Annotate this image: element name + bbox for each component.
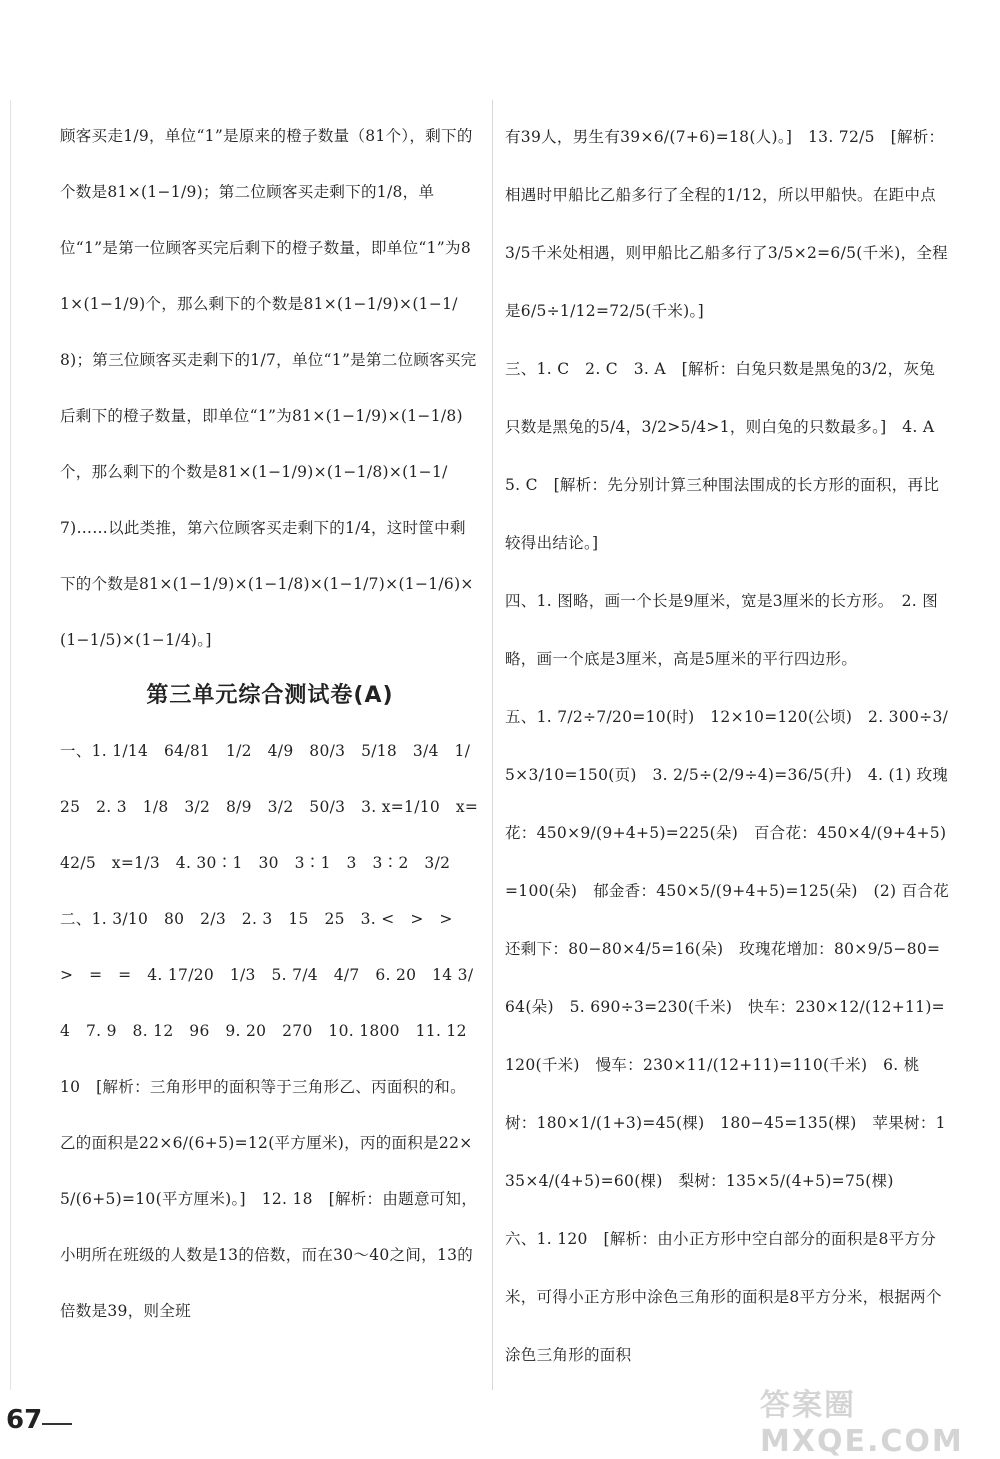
right-paragraph-5: 六、1. 120 [解析：由小正方形中空白部分的面积是8平方分米，可得小正方形中涂色三角形的面积是8平方分米，根据两个涂色三角形的面积 <box>505 1230 942 1364</box>
right-paragraph-1: 有39人，男生有39×6/(7+6)=18(人)。] 13. 72/5 [解析：相遇时甲船比乙船多行了全程的1/12，所以甲船快。在距中点3/5千米处相遇，则甲船比乙船多行了3/5×2=6/5(千米)，全程是6/5÷1/12=72/5(千米)。] <box>505 128 948 320</box>
right-paragraph-3: 四、1. 图略，画一个长是9厘米，宽是3厘米的长方形。 2. 图略，画一个底是3厘米，高是5厘米的平行四边形。 <box>505 592 939 668</box>
watermark: 答案圈 MXQE.COM <box>760 1388 964 1459</box>
right-paragraph-2: 三、1. C 2. C 3. A [解析：白兔只数是黑兔的3/2，灰兔只数是黑兔的5/4，3/2>5/4>1，则白兔的只数最多。] 4. A 5. C [解析：先分别计算三种围法围成的长方形的面积，再比较得出结论。] <box>505 360 951 552</box>
page-number: 67 <box>6 1405 43 1435</box>
answer-block-1: 一、1. 1/14 64/81 1/2 4/9 80/3 5/18 3/4 1/25 2. 3 1/8 3/2 8/9 3/2 50/3 3. x=1/10 x=42/5 x=1/3 4. 30∶1 30 3∶1 3 3∶2 3/2 <box>60 742 479 872</box>
left-paragraph: 顾客买走1/9，单位“1”是原来的橙子数量（81个），剩下的个数是81×(1−1/9)；第二位顾客买走剩下的1/8，单位“1”是第一位顾客买完后剩下的橙子数量，即单位“1”为81×(1−1/9)个，那么剩下的个数是81×(1−1/9)×(1−1/8)；第三位顾客买走剩下的1/7，单位“1”是第二位顾客买完后剩下的橙子数量，即单位“1”为81×(1−1/9)×(1−1/8)个，那么剩下的个数是81×(1−1/9)×(1−1/8)×(1−1/7)……以此类推，第六位顾客买走剩下的1/4，这时筐中剩下的个数是81×(1−1/9)×(1−1/8)×(1−1/7)×(1−1/6)×(1−1/5)×(1−1/4)。] <box>60 127 477 649</box>
answer-block-2: 二、1. 3/10 80 2/3 2. 3 15 25 3. < > > > = = 4. 17/20 1/3 5. 7/4 4/7 6. 20 14 3/4 7. 9 8. 12 96 9. 20 270 10. 1800 11. 12 10 [解析：三角形甲的面积等于三角形乙、丙面积的和。乙的面积是22×6/(6+5)=12(平方厘米)，丙的面积是22×5/(6+5)=10(平方厘米)。] 12. 18 [解析：由题意可知，小明所在班级的人数是13的倍数，而在30～40之间，13的倍数是39，则全班 <box>60 910 483 1320</box>
page-edge-rule <box>10 100 11 1390</box>
column-divider <box>492 100 493 1390</box>
section-title: 第三单元综合测试卷(A) <box>146 683 394 708</box>
right-column <box>505 108 950 1384</box>
right-paragraph-4: 五、1. 7/2÷7/20=10(时) 12×10=120(公顷) 2. 300÷3/5×3/10=150(页) 3. 2/5÷(2/9÷4)=36/5(升) 4. (1) 玫瑰花：450×9/(9+4+5)=225(朵) 百合花：450×4/(9+4+5)=100(朵) 郁金香：450×5/(9+4+5)=125(朵) (2) 百合花还剩下：80−80×4/5=16(朵) 玫瑰花增加：80×9/5−80=64(朵) 5. 690÷3=230(千米) 快车：230×12/(12+11)=120(千米) 慢车：230×11/(12+11)=110(千米) 6. 桃树：180×1/(1+3)=45(棵) 180−45=135(棵) 苹果树：135×4/(4+5)=60(棵) 梨树：135×5/(4+5)=75(棵) <box>505 708 950 1190</box>
page-number-dash <box>42 1423 72 1425</box>
left-column <box>60 108 483 1339</box>
